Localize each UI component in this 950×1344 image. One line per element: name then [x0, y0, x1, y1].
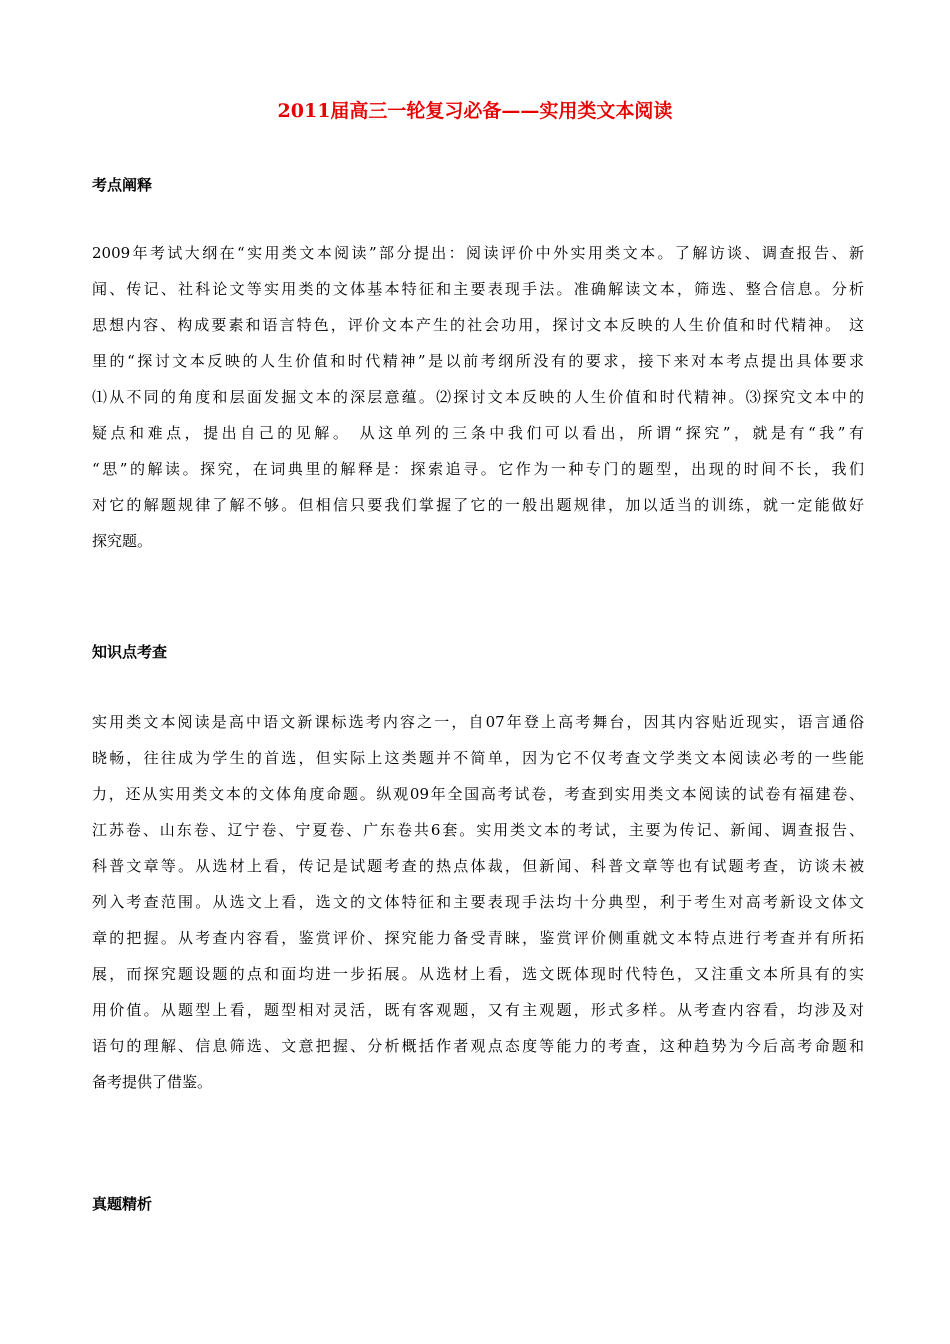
page-title: 2011届高三一轮复习必备——实用类文本阅读 [277, 100, 673, 122]
paragraph-line: 力，还从实用类文本的文体角度命题。纵观09年全国高考试卷，考查到实用类文本阅读的试卷有福建卷、 [92, 785, 864, 803]
paragraph-line: 江苏卷、山东卷、辽宁卷、宁夏卷、广东卷共6套。实用类文本的考试，主要为传记、新闻、调查报告、 [92, 821, 864, 839]
paragraph-line: ⑴从不同的角度和层面发掘文本的深层意蕴。⑵探讨文本反映的人生价值和时代精神。⑶探究文本中的 [92, 388, 864, 406]
paragraph-line: 闻、传记、社科论文等实用类的文体基本特征和主要表现手法。准确解读文本，筛选、整合信息。分析 [92, 280, 864, 298]
section-heading-zhishidian: 知识点考查 [92, 643, 168, 661]
paragraph-line: 章的把握。从考查内容看，鉴赏评价、探究能力备受青睐，鉴赏评价侧重就文本特点进行考查并有所拓 [92, 929, 864, 947]
section-heading-zhenti: 真题精析 [92, 1195, 153, 1213]
paragraph-line: 列入考查范围。从选文上看，选文的文体特征和主要表现手法均十分典型，利于考生对高考新设文体文 [92, 893, 864, 911]
paragraph-line: 用价值。从题型上看，题型相对灵活，既有客观题，又有主观题，形式多样。从考查内容看，均涉及对 [92, 1001, 864, 1019]
paragraph-line: 疑点和难点，提出自己的见解。 从这单列的三条中我们可以看出，所谓“探究”，就是有“我”有 [92, 424, 864, 442]
paragraph-line: 晓畅，往往成为学生的首选，但实际上这类题并不简单，因为它不仅考查文学类文本阅读必考的一些能 [92, 749, 864, 767]
paragraph-line: 展，而探究题设题的点和面均进一步拓展。从选材上看，选文既体现时代特色，又注重文本所具有的实 [92, 965, 864, 983]
paragraph-line: 科普文章等。从选材上看，传记是试题考查的热点体裁，但新闻、科普文章等也有试题考查，访谈未被 [92, 857, 864, 875]
section-heading-kaodian: 考点阐释 [92, 176, 153, 194]
paragraph-line: 思想内容、构成要素和语言特色，评价文本产生的社会功用，探讨文本反映的人生价值和时代精神。 这 [92, 316, 864, 334]
section-paragraph-kaodian [92, 235, 864, 559]
paragraph-line: 实用类文本阅读是高中语文新课标选考内容之一，自07年登上高考舞台，因其内容贴近现实，语言通俗 [92, 713, 864, 731]
paragraph-line: 备考提供了借鉴。 [92, 1073, 213, 1091]
paragraph-line: “思”的解读。探究，在词典里的解释是：探索追寻。它作为一种专门的题型，出现的时间不长，我们 [92, 460, 864, 478]
section-paragraph-zhishidian [92, 704, 864, 1100]
paragraph-line: 里的“探讨文本反映的人生价值和时代精神”是以前考纲所没有的要求，接下来对本考点提出具体要求 [92, 352, 864, 370]
paragraph-line: 探究题。 [92, 532, 153, 550]
paragraph-line: 语句的理解、信息筛选、文意把握、分析概括作者观点态度等能力的考查，这种趋势为今后高考命题和 [92, 1037, 864, 1055]
paragraph-line: 2009年考试大纲在“实用类文本阅读”部分提出：阅读评价中外实用类文本。了解访谈、调查报告、新 [92, 244, 864, 262]
paragraph-line: 对它的解题规律了解不够。但相信只要我们掌握了它的一般出题规律，加以适当的训练，就一定能做好 [92, 496, 864, 514]
